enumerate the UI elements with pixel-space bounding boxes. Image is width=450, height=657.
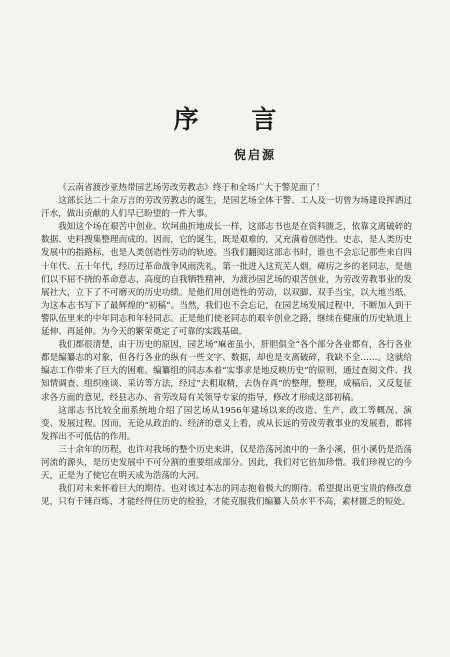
page-title: 序 言: [173, 105, 299, 134]
paragraph: 我们对未来怀着巨大的期待。也对该过本志的同志抱着极大的期待。希望提出更宝贵的修改意见，只有千锤百炼，才能经得住历史的检验，才能克服我们编纂人员水平不高，素材匮乏的短处。: [41, 484, 412, 508]
document-body: [41, 182, 412, 509]
paragraph: 三十余年的历程，也许对我场的整个历史来讲，仅是浩荡河流中的一条小溪，但小溪仍是浩荡河流的源头，是历史发展中不可分割的重要组成部分。因此，我们对它倍加珍惜。我们珍视它的今天，正是为了使它在明天成为浩荡的大河。: [41, 444, 412, 482]
paragraph: 《云南省渡沙亚热带园艺场劳改劳教志》终于和全场广大干警见面了！: [58, 183, 325, 193]
paragraph: 我知这个场在艰苦中创业、坎坷曲折地成长一样，这部志书也是在资料匮乏，依靠文离破碎的数据、史料搜集整理而成的。因而，它的诞生，既是艰难的，又充满着创造性。史志，是人类历史发展中的指路标，也是人类创造性劳动的轨迹。当我们翻阅这部志书时，谁也不会忘记那些来自四十年代、五十年代，经历过革命战争风雨洗礼，第一批进入这荒芜人烟，瘴疠之乡的老同志，是他们以不屈不挠的革命意志，高度的自我牺牲精神，为渡沙园艺场的艰苦创业，为劳改劳教事业的发展社大，立下了不可磨灭的历史功绩。是他们用创造性的劳动，以双脚、双手当宝，以大地当纸，为这本志书写下了最辉煌的“初稿”。当然，我们也不会忘记，在园艺场发展过程中，不断加入到干警队伍里来的中年同志和年轻同志。正是他们使老同志的艰辛创业之路，继续在健康的历史轨道上延伸、再延伸。为今天的繁荣奠定了可靠的实践基础。: [41, 222, 412, 338]
paragraph: 这部长达二十余万言的劳改劳教志的诞生，是园艺场全体干警、工人及一切曾为场建设挥洒过汗水，做出贡献的人们早已盼望的一件大事。: [41, 196, 412, 220]
paragraph: 这部志书比较全面系统地介绍了园艺场从1956年建场以来的改造、生产、政工等概况、演变、发展过程。因而，无论从政治的、经济的意义上看，或从长远的劳改劳教事业的发展看，都将发挥出不可低估的作用。: [41, 405, 412, 442]
author-name: 倪启源: [233, 148, 276, 162]
paragraph: 我们都很清楚，由于历史的原因，园艺场“麻雀虽小，肝胆俱全”各个部分各业都有，各行各业都是编纂志的对象，但各行各业的纵有一些文字、数据，却也是支离破碎，我缺不全……。这就给编志工作带来了巨大的困难。编纂组的同志本着“实事求是地反映历史”的原则，通过查阅文件、找知情调查、组织座谈、采访等方法，经过“去粗取精，去伪存真”的整理，整理，成稿后，又反复征求各方面的意见，经县志办、省劳改局有关领导专家的指导，修改才形成这部初稿。: [41, 340, 412, 403]
